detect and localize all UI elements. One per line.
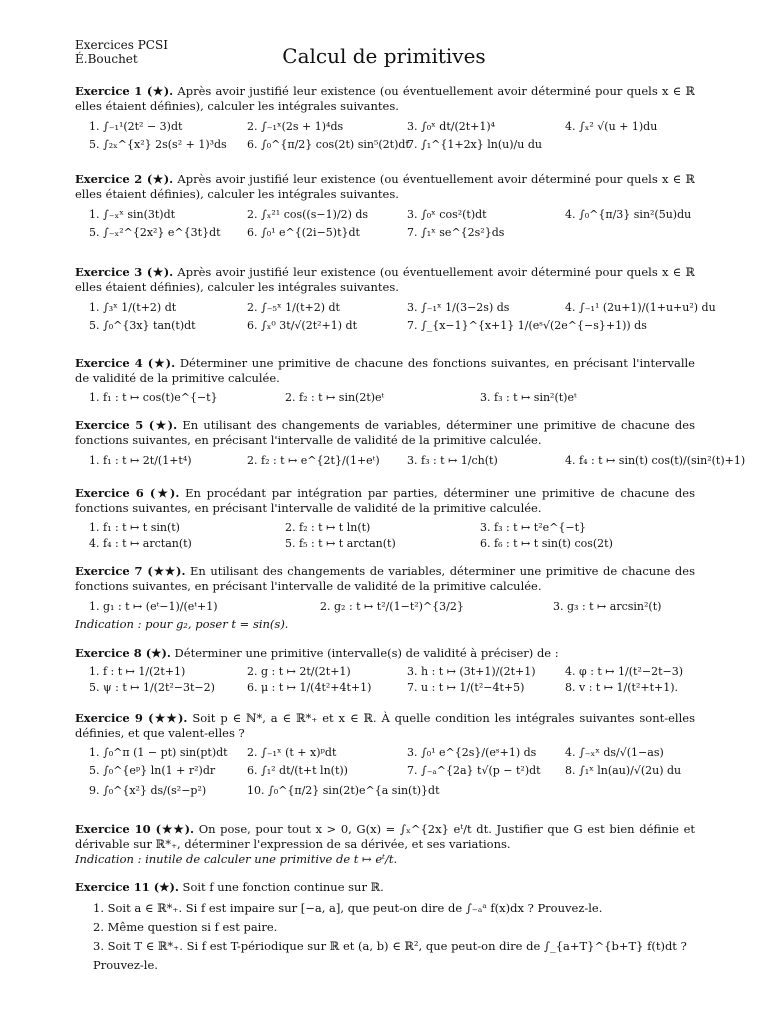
list-item: 6. ∫₀^{π/2} cos(2t) sin⁵(2t)dt (247, 138, 410, 151)
list-item: 5. ∫₀^{eᵖ} ln(1 + r²)dr (89, 764, 216, 777)
exercise-9-text: Soit p ∈ ℕ*, a ∈ ℝ*₊ et x ∈ ℝ. À quelle condition les intégrales suivantes sont-elles définies, et que valent-elles ? (75, 711, 695, 740)
exercise-7-heading: Exercice 7 (★★). (75, 564, 186, 578)
list-item: 4. ∫₋ₓˣ ds/√(1−as) (565, 746, 664, 759)
list-item: 3. g₃ : t ↦ arcsin²(t) (553, 600, 662, 613)
list-item: 2. f₂ : t ↦ e^{2t}/(1+eᵗ) (247, 454, 380, 467)
list-item: 1. ∫₋₁¹(2t² − 3)dt (89, 120, 183, 133)
list-item: 1. f : t ↦ 1/(2t+1) (89, 665, 186, 678)
list-item: 1. f₁ : t ↦ cos(t)e^{−t} (89, 391, 218, 404)
list-item: 5. ∫₋ₓ²^{2x²} e^{3t}dt (89, 226, 221, 239)
exercise-7-text: En utilisant des changements de variables, déterminer une primitive de chacune des fonctions suivantes, en précisant l'intervalle de validité de la primitive calculée. (75, 564, 695, 593)
list-item: 4. ∫₀^{π/3} sin²(5u)du (565, 208, 692, 221)
exercise-2-heading: Exercice 2 (★). (75, 172, 174, 186)
exercise-8-text: Déterminer une primitive (intervalle(s) de validité à préciser) de : (170, 646, 559, 660)
list-item: 1. f₁ : t ↦ 2t/(1+t⁴) (89, 454, 192, 467)
author-label: É.Bouchet (75, 52, 138, 66)
list-item: 7. ∫_{x−1}^{x+1} 1/(eˢ√(2e^{−s}+1)) ds (407, 319, 647, 332)
list-item: 7. u : t ↦ 1/(t²−4t+5) (407, 681, 525, 694)
list-item: 2. ∫₋₅ˣ 1/(t+2) dt (247, 301, 340, 314)
exercise-6-text: En procédant par intégration par parties, déterminer une primitive de chacune des fonctions suivantes, en précisant l'intervalle de validité de la primitive calculée. (75, 486, 695, 515)
list-item: 2. g₂ : t ↦ t²/(1−t²)^{3/2} (320, 600, 464, 613)
list-item: 2. g : t ↦ 2t/(2t+1) (247, 665, 351, 678)
list-item: 7. ∫₁ˣ se^{2s²}ds (407, 226, 505, 239)
list-item: 7. ∫₋ₐ^{2a} t√(p − t²)dt (407, 764, 541, 777)
list-item: 3. f₃ : t ↦ t²e^{−t} (480, 521, 586, 534)
course-label: Exercices PCSI (75, 38, 168, 52)
exercise-6-heading: Exercice 6 (★). (75, 486, 180, 500)
list-item: 10. ∫₀^{π/2} sin(2t)e^{a sin(t)}dt (247, 784, 440, 797)
list-item: 6. ∫₁² dt/(t+t ln(t)) (247, 764, 348, 777)
list-item: 8. ∫₁ˣ ln(au)/√(2u) du (565, 764, 682, 777)
exercise-4-text: Déterminer une primitive de chacune des fonctions suivantes, en précisant l'intervalle de validité de la primitive calculée. (75, 356, 695, 385)
exercise-5-heading: Exercice 5 (★). (75, 418, 178, 432)
list-item: 2. f₂ : t ↦ sin(2t)eᵗ (285, 391, 385, 404)
list-item: 4. f₄ : t ↦ sin(t) cos(t)/(sin²(t)+1) (565, 454, 746, 467)
list-item: 2. ∫ₓ²¹ cos((s−1)/2) ds (247, 208, 369, 221)
exercise-5-text: En utilisant des changements de variables, déterminer une primitive de chacune des fonctions suivantes, en précisant l'intervalle de validité de la primitive calculée. (75, 418, 695, 447)
list-item: 3. f₃ : t ↦ sin²(t)eᵗ (480, 391, 577, 404)
list-item: 1. g₁ : t ↦ (eᵗ−1)/(eᵗ+1) (89, 600, 218, 613)
exercise-4 (75, 356, 695, 408)
exercise-11 (75, 880, 695, 975)
list-item: 5. ∫₂ₓ^{x²} 2s(s² + 1)³ds (89, 138, 227, 151)
list-item: 3. h : t ↦ (3t+1)/(2t+1) (407, 665, 536, 678)
exercise-7 (75, 564, 695, 632)
list-item: 7. ∫₁^{1+2x} ln(u)/u du (407, 138, 542, 151)
exercise-3 (75, 265, 716, 336)
exercise-2-text: Après avoir justifié leur existence (ou éventuellement avoir déterminé pour quels x ∈ ℝ elles étaient définies), calculer les intégrales suivantes. (75, 172, 695, 201)
list-item: 1. Soit a ∈ ℝ*₊. Si f est impaire sur [−a, a], que peut-on dire de ∫₋ₐᵃ f(x)dx ? Prouvez-le. (93, 901, 603, 915)
exercise-10-text: On pose, pour tout x > 0, G(x) = ∫ₓ^{2x} eᵗ/t dt. Justifier que G est bien définie et dérivable sur ℝ*₊, déterminer l'expression de sa dérivée, et ses variations. (75, 822, 695, 851)
list-item: 4. ∫₋₁¹ (2u+1)/(1+u+u²) du (565, 301, 716, 314)
exercise-6 (75, 486, 695, 552)
exercise-9-heading: Exercice 9 (★★). (75, 711, 188, 725)
exercise-5 (75, 418, 746, 471)
list-item: 9. ∫₀^{x²} ds/(s²−p²) (89, 784, 207, 797)
list-item: 8. v : t ↦ 1/(t²+t+1). (565, 681, 679, 694)
exercise-7-indication: Indication : pour g₂, poser t = sin(s). (75, 617, 289, 631)
list-item: 2. ∫₋₁ˣ(2s + 1)⁴ds (247, 120, 344, 133)
exercise-1 (75, 84, 695, 155)
list-item: 2. Même question si f est paire. (93, 920, 278, 934)
exercise-9 (75, 711, 695, 801)
exercise-10-heading: Exercice 10 (★★). (75, 822, 195, 836)
exercise-1-heading: Exercice 1 (★). (75, 84, 174, 98)
list-item: 2. ∫₋₁ˣ (t + x)ᵖdt (247, 746, 337, 759)
list-item: 3. ∫₀ˣ dt/(2t+1)⁴ (407, 120, 496, 133)
list-item: 2. f₂ : t ↦ t ln(t) (285, 521, 371, 534)
exercise-10 (75, 822, 695, 867)
list-item: 3. ∫₀¹ e^{2s}/(eˢ+1) ds (407, 746, 537, 759)
list-item: 3. ∫₀ˣ cos²(t)dt (407, 208, 487, 221)
exercise-3-heading: Exercice 3 (★). (75, 265, 174, 279)
exercise-8 (75, 646, 695, 696)
exercise-1-text: Après avoir justifié leur existence (ou éventuellement avoir déterminé pour quels x ∈ ℝ elles étaient définies), calculer les intégrales suivantes. (75, 84, 695, 113)
list-item: 1. f₁ : t ↦ t sin(t) (89, 521, 180, 534)
exercise-11-heading: Exercice 11 (★). (75, 880, 179, 894)
list-item: 4. φ : t ↦ 1/(t²−2t−3) (565, 665, 683, 678)
exercise-10-indication: Indication : inutile de calculer une primitive de t ↦ eᵗ/t. (75, 852, 398, 866)
list-item: 4. f₄ : t ↦ arctan(t) (89, 537, 192, 550)
list-item: 1. ∫₀^π (1 − pt) sin(pt)dt (89, 746, 228, 759)
list-item: 5. ψ : t ↦ 1/(2t²−3t−2) (89, 681, 215, 694)
list-item: 1. ∫₃ˣ 1/(t+2) dt (89, 301, 177, 314)
list-item: 3. ∫₋₁ˣ 1/(3−2s) ds (407, 301, 510, 314)
exercise-8-heading: Exercice 8 (★). (75, 646, 171, 660)
exercise-3-text: Après avoir justifié leur existence (ou éventuellement avoir déterminé pour quels x ∈ ℝ elles étaient définies), calculer les intégrales suivantes. (75, 265, 695, 294)
list-item: 6. f₆ : t ↦ t sin(t) cos(2t) (480, 537, 613, 550)
list-item: 3. Soit T ∈ ℝ*₊. Si f est T-périodique sur ℝ et (a, b) ∈ ℝ², que peut-on dire de ∫_{a+T}^{b+T} f(t)dt ? Prouvez-le. (93, 939, 687, 972)
exercise-4-heading: Exercice 4 (★). (75, 356, 176, 370)
exercise-11-text: Soit f une fonction continue sur ℝ. (178, 880, 384, 894)
list-item: 6. ∫ₓ⁰ 3t/√(2t²+1) dt (247, 319, 358, 332)
page-title: Calcul de primitives (282, 44, 486, 68)
list-item: 1. ∫₋ₓˣ sin(3t)dt (89, 208, 176, 221)
list-item: 5. ∫₀^{3x} tan(t)dt (89, 319, 196, 332)
list-item: 6. μ : t ↦ 1/(4t²+4t+1) (247, 681, 372, 694)
exercise-2 (75, 172, 695, 243)
list-item: 3. f₃ : t ↦ 1/ch(t) (407, 454, 498, 467)
list-item: 4. ∫ₓ² √(u + 1)du (565, 120, 658, 133)
list-item: 5. f₅ : t ↦ t arctan(t) (285, 537, 396, 550)
list-item: 6. ∫₀¹ e^{(2i−5)t}dt (247, 226, 360, 239)
